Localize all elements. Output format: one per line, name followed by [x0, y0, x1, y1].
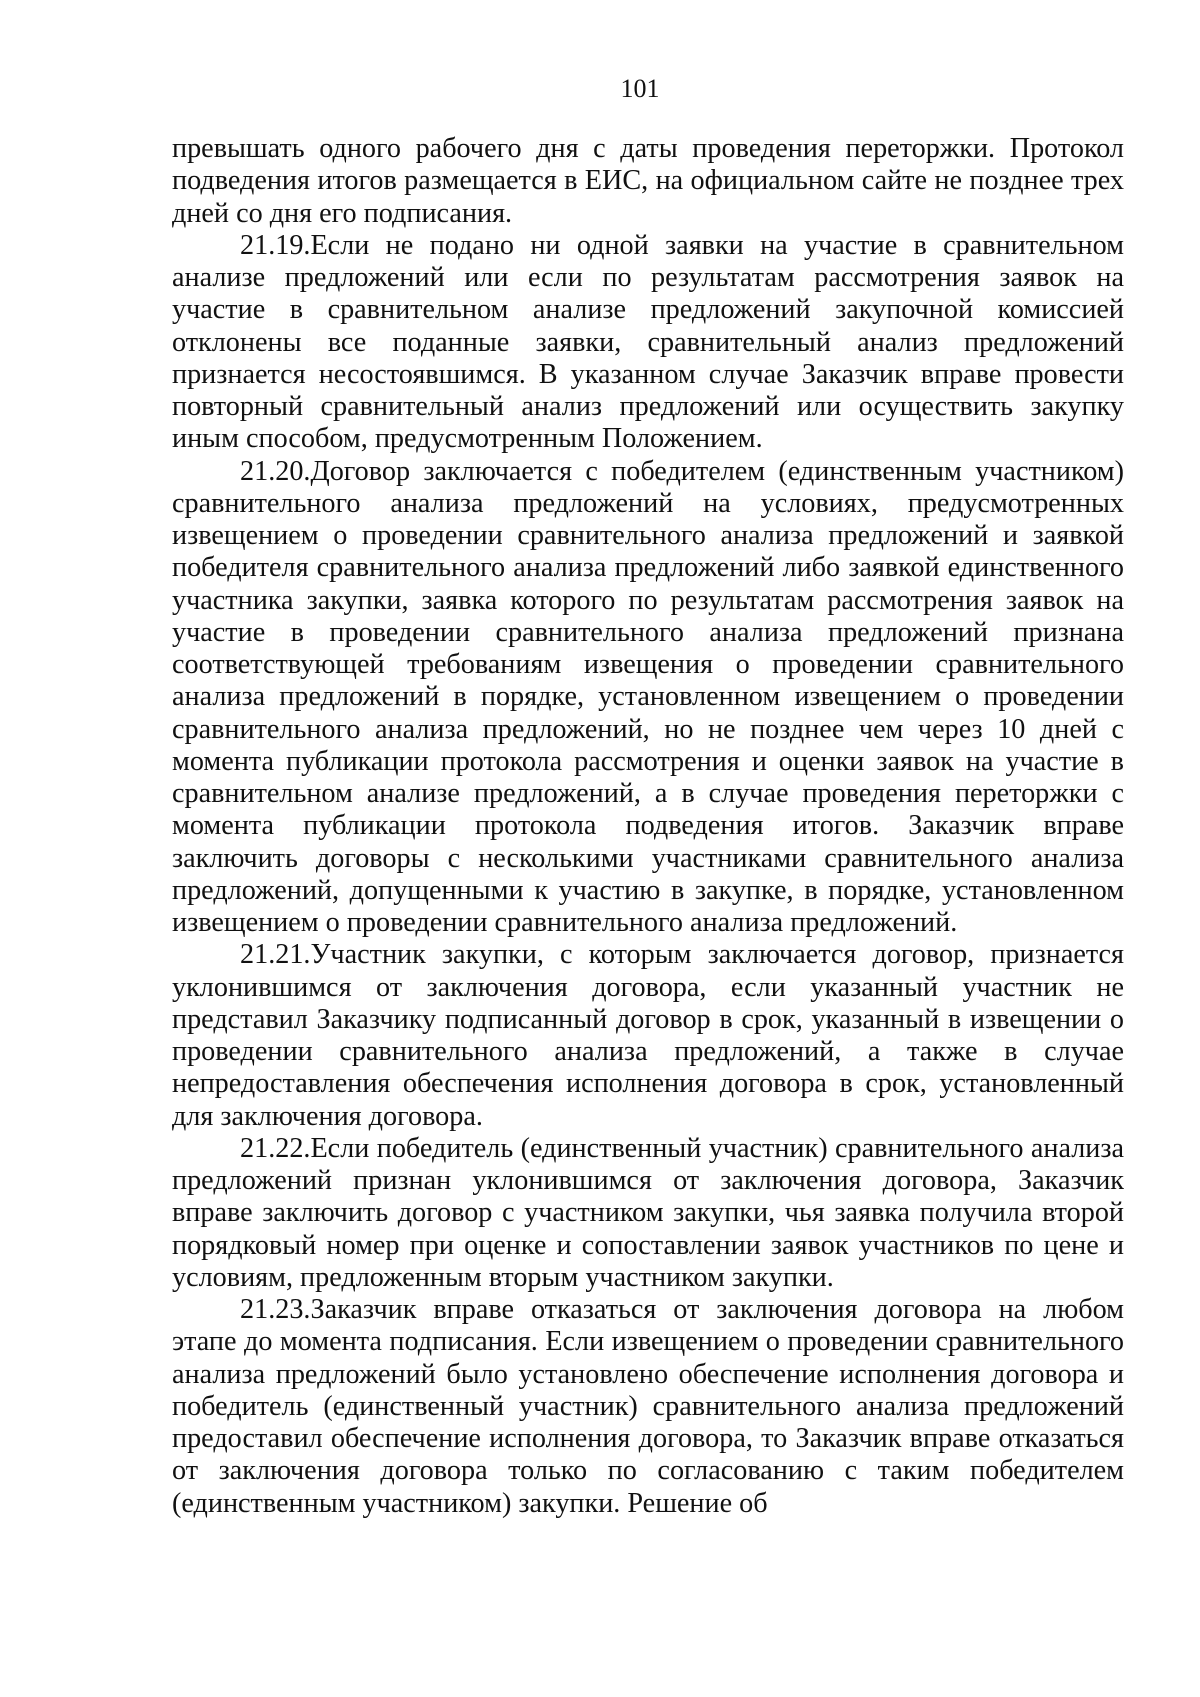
paragraph-continuation: превышать одного рабочего дня с даты проведения переторжки. Протокол подведения итогов размещается в ЕИС, на официальном сайте не позднее трех дней со дня его подписания.	[172, 133, 1124, 229]
paragraph-21-22: 21.22.Если победитель (единственный участник) сравнительного анализа предложений признан уклонившимся от заключения договора, Заказчик вправе заключить договор с участником закупки, чья заявка получила второй порядковый номер при оценке и сопоставлении заявок участников по цене и условиям, предложенным вторым участником закупки.	[172, 1132, 1124, 1293]
document-body	[172, 133, 1124, 1520]
page-number: 101	[620, 74, 660, 103]
paragraph-21-23: 21.23.Заказчик вправе отказаться от заключения договора на любом этапе до момента подписания. Если извещением о проведении сравнительного анализа предложений было установлено обеспечение исполнения договора и победитель (единственный участник) сравнительного анализа предложений предоставил обеспечение исполнения договора, то Заказчик вправе отказаться от заключения договора только по согласованию с таким победителем (единственным участником) закупки. Решение об	[172, 1294, 1124, 1519]
paragraph-21-20: 21.20.Договор заключается с победителем (единственным участником) сравнительного анализа предложений на условиях, предусмотренных извещением о проведении сравнительного анализа предложений и заявкой победителя сравнительного анализа предложений либо заявкой единственного участника закупки, заявка которого по результатам рассмотрения заявок на участие в проведении сравнительного анализа предложений признана соответствующей требованиям извещения о проведении сравнительного анализа предложений в порядке, установленном извещением о проведении сравнительного анализа предложений, но не позднее чем через 10 дней с момента публикации протокола рассмотрения и оценки заявок на участие в сравнительном анализе предложений, а в случае проведения переторжки с момента публикации протокола подведения итогов. Заказчик вправе заключить договоры с несколькими участниками сравнительного анализа предложений, допущенными к участию в закупке, в порядке, установленном извещением о проведении сравнительного анализа предложений.	[172, 455, 1124, 938]
paragraph-21-19: 21.19.Если не подано ни одной заявки на участие в сравнительном анализе предложений или если по результатам рассмотрения заявок на участие в сравнительном анализе предложений закупочной комиссией отклонены все поданные заявки, сравнительный анализ предложений признается несостоявшимся. В указанном случае Заказчик вправе провести повторный сравнительный анализ предложений или осуществить закупку иным способом, предусмотренным Положением.	[172, 229, 1124, 455]
paragraph-21-21: 21.21.Участник закупки, с которым заключается договор, признается уклонившимся от заключения договора, если указанный участник не представил Заказчику подписанный договор в срок, указанный в извещении о проведении сравнительного анализа предложений, а также в случае непредоставления обеспечения исполнения договора в срок, установленный для заключения договора.	[172, 939, 1124, 1132]
